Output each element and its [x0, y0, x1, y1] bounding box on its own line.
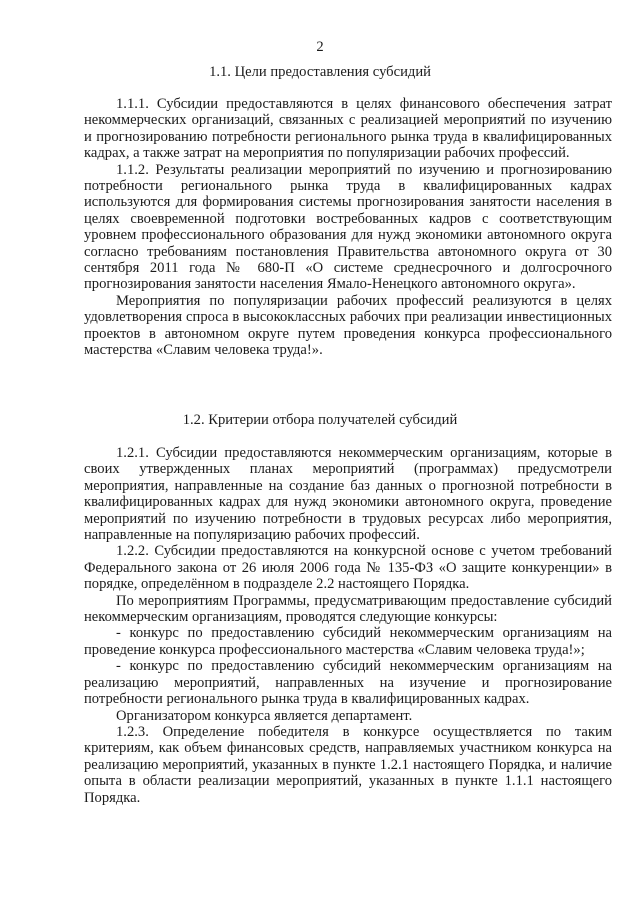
paragraph-1-1-2: 1.1.2. Результаты реализации мероприятий по изучению и прогнозированию потребности регионального рынка труда в квалифицированных кадрах используются для формирования системы прогнозирования занятости населения в целях своевременной подготовки востребованных кадров с соответствующим уровнем профессионального образования для нужд экономики автономного округа согласно требованиям постановления Правительства автономного округа от 30 сентября 2011 года № 680-П «О системе среднесрочного и долгосрочного прогнозирования занятости населения Ямало-Ненецкого автономного округа».	[84, 161, 612, 293]
paragraph-1-2-2: 1.2.2. Субсидии предоставляются на конкурсной основе с учетом требований Федерального закона от 26 июля 2006 года № 135-ФЗ «О защите конкуренции» в порядке, определённом в подразделе 2.2 настоящего Порядка.	[84, 543, 612, 593]
paragraph-1-2-3: 1.2.3. Определение победителя в конкурсе осуществляется по таким критериям, как объем финансовых средств, направляемых участником конкурса на реализацию мероприятий, указанных в пункте 1.2.1 настоящего Порядка, и наличие опыта в области реализации мероприятий, указанных в пункте 1.1.1 настоящего Порядка.	[84, 723, 612, 806]
section-body-goals	[84, 96, 612, 359]
paragraph-popularization: Мероприятия по популяризации рабочих профессий реализуются в целях удовлетворения спроса в высококлассных рабочих при реализации инвестиционных проектов в автономном округе путем проведения конкурса профессионального мастерства «Славим человека труда!».	[84, 292, 612, 359]
paragraph-organizer: Организатором конкурса является департамент.	[116, 707, 413, 724]
paragraph-1-1-1: 1.1.1. Субсидии предоставляются в целях финансового обеспечения затрат некоммерческих организаций, связанных с реализацией мероприятий по изучению и прогнозированию потребности регионального рынка труда в квалифицированных кадрах, а также затрат на мероприятия по популяризации рабочих профессий.	[84, 96, 612, 162]
list-item-contest-1: - конкурс по предоставлению субсидий некоммерческим организациям на проведение конкурса профессионального мастерства «Славим человека труда!»;	[84, 625, 612, 658]
paragraph-contests-intro: По мероприятиям Программы, предусматривающим предоставление субсидий некоммерческим организациям, проводятся следующие конкурсы:	[84, 592, 612, 626]
list-item-contest-2: - конкурс по предоставлению субсидий некоммерческим организациям на реализацию мероприятий, направленных на изучение и прогнозирование потребности регионального рынка труда в квалифицированных кадрах.	[84, 658, 612, 708]
section-heading-criteria: 1.2. Критерии отбора получателей субсидий	[182, 412, 458, 428]
section-body-criteria	[84, 445, 612, 806]
paragraph-1-2-1: 1.2.1. Субсидии предоставляются некоммерческим организациям, которые в своих утвержденных планах мероприятий (программах) предусмотрели мероприятия, направленные на создание баз данных о прогнозной потребности в квалифицированных кадрах для нужд экономики автономного округа, проведение мероприятий по изучению потребности в трудовых ресурсах либо мероприятия, направленные на популяризацию рабочих профессий.	[84, 445, 612, 544]
section-heading-goals: 1.1. Цели предоставления субсидий	[209, 64, 431, 80]
page-number: 2	[316, 39, 324, 55]
